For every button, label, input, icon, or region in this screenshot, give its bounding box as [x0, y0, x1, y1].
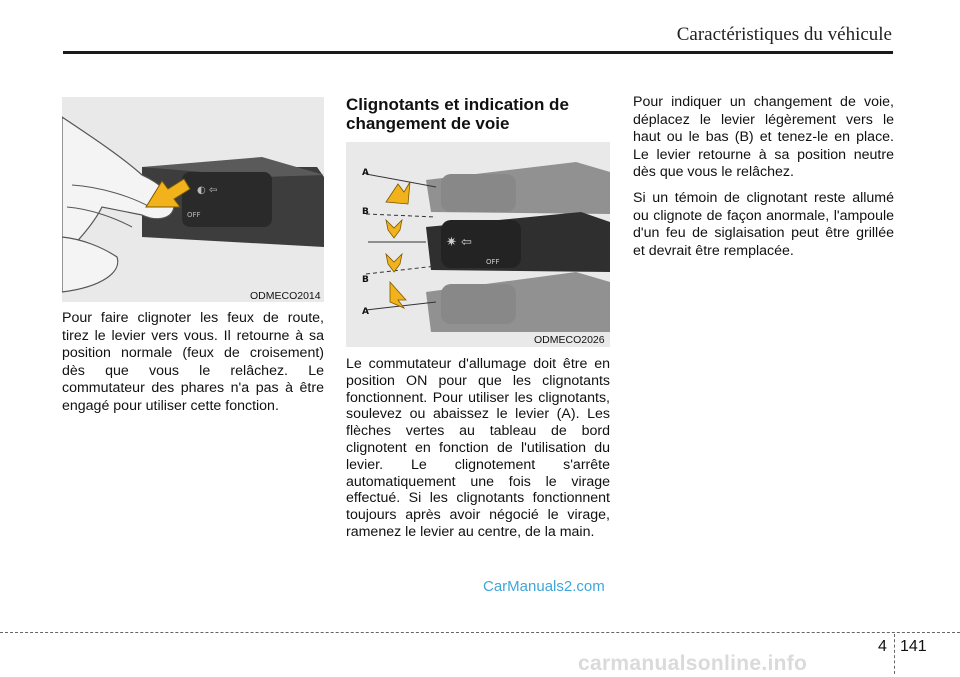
- label-b-top: B: [362, 207, 369, 217]
- footer-rule: [0, 632, 960, 633]
- section-number: 4: [878, 638, 887, 655]
- col3-paragraph-2: Si un témoin de clignotant reste allumé ou clignote de façon anormale, l'ampoule d'un feu de siglaisation peut être grillée et devrait être remplacée.: [633, 189, 894, 259]
- turn-signal-illustration: [346, 142, 610, 347]
- figure-high-beam-flash: [62, 97, 324, 302]
- col2-paragraph: Le commutateur d'allumage doit être en position ON pour que les clignotants fonctionnent. Pour utiliser les clignotants, soulevez ou abaissez le levier (A). Les flèches vertes au tableau de bord clignotent en fonction de l'utilisation du levier. Le clignotement s'arrête automatiquement une fois le virage effectué. Si les clignotants fonctionnent toujours après avoir négocié le virage, ramenez le levier au centre, de la main.: [346, 356, 610, 540]
- col3-text: [633, 94, 894, 268]
- col3-paragraph-1: Pour indiquer un changement de voie, déplacez le levier légèrement vers le haut ou le bas (B) et tenez-le en place. Le levier retourne à sa position neutre dès que vous le relâchez.: [633, 94, 894, 181]
- svg-text:◐ ⇦: ◐ ⇦: [197, 185, 218, 196]
- header-rule: [63, 51, 893, 54]
- figure-turn-signal-lever: [346, 142, 610, 347]
- label-b-bottom: B: [362, 275, 369, 285]
- figure-left-caption: ODMECO2014: [250, 290, 321, 302]
- svg-text:OFF: OFF: [187, 211, 201, 219]
- page-number: 141: [900, 638, 927, 655]
- label-a-bottom: A: [362, 307, 369, 317]
- footer-site-watermark: carmanualsonline.info: [578, 652, 808, 675]
- col1-paragraph: Pour faire clignoter les feux de route, tirez le levier vers vous. Il retourne à sa position normale (feux de croisement) dès que vous le relâchez. Le commutateur des phares n'a pas à être engagé pour utiliser cette fonction.: [62, 310, 324, 414]
- lever-hand-illustration: [62, 97, 324, 302]
- footer-separator: [894, 634, 895, 674]
- watermark-link[interactable]: CarManuals2.com: [483, 578, 605, 595]
- label-a-top: A: [362, 168, 369, 178]
- figure-center-caption: ODMECO2026: [534, 334, 605, 346]
- svg-text:✷ ⇦: ✷ ⇦: [446, 235, 472, 250]
- section-heading: Clignotants et indication de changement de voie: [346, 95, 569, 133]
- svg-text:OFF: OFF: [486, 258, 500, 266]
- page-header-title: Caractéristiques du véhicule: [676, 24, 892, 45]
